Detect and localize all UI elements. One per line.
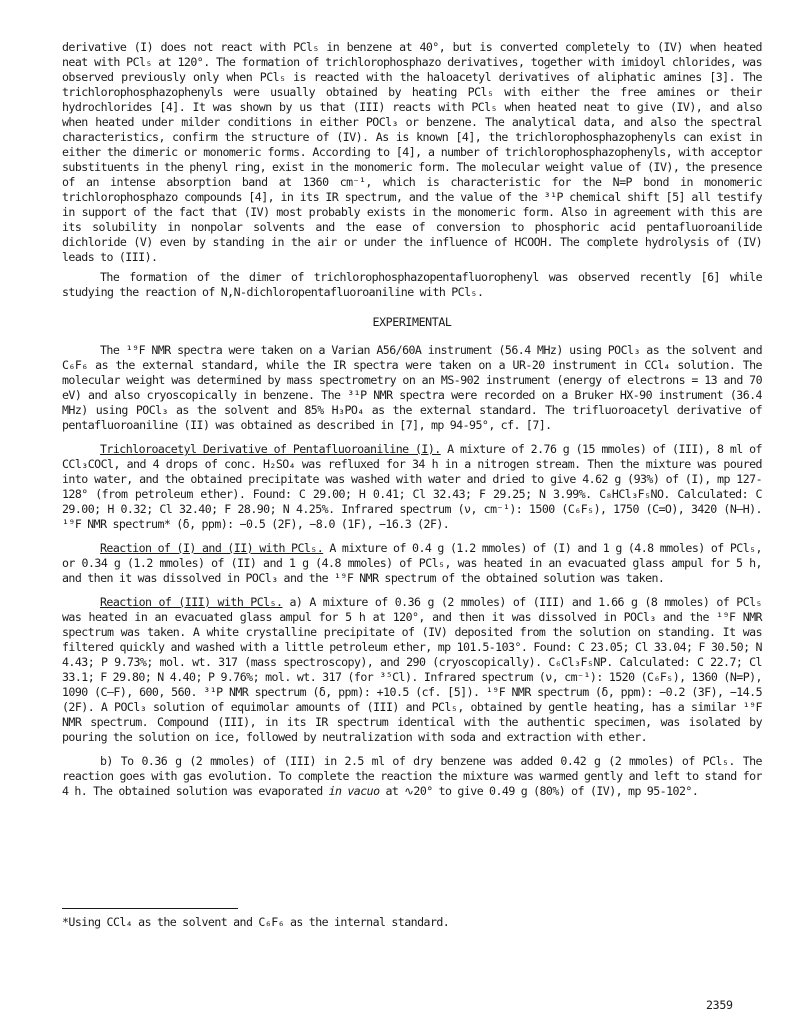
- procedure-title: Reaction of (I) and (II) with PCl₅.: [100, 541, 324, 555]
- paragraph-dimer-note: The formation of the dimer of trichlorophosphazopentafluorophenyl was observed recently [6] while studying the reaction of N,N-dichloropentafluoroaniline with PCl₅.: [62, 270, 762, 299]
- procedure-text: at ∿20° to give 0.49 g (80%) of (IV), mp 95-102°.: [379, 784, 699, 798]
- page-number: 2359: [706, 998, 733, 1012]
- procedure-reaction-i-ii: [62, 541, 762, 586]
- procedure-title: Trichloroacetyl Derivative of Pentafluoroaniline (I).: [100, 442, 441, 456]
- procedure-text: b) To 0.36 g (2 mmoles) of (III) in 2.5 ml of dry benzene was added 0.42 g (2 mmoles) of PCl₅. The reaction goes with gas evolution. To complete the reaction the mixture was warmed gently and left to stand for 4 h. The obtained solution was evaporated: [62, 754, 762, 798]
- procedure-text: A mixture of 2.76 g (15 mmoles) of (III), 8 ml of CCl₃COCl, and 4 drops of conc. H₂SO₄ was refluxed for 34 h in a nitrogen stream. Then the mixture was poured into water, and the obtained precipitate was washed with water and dried to give 4.62 g (93%) of (I), mp 127-128° (from petroleum ether). Found: C 29.00; H 0.41; Cl 32.43; F 29.25; N 3.99%. C₈HCl₃F₅NO. Calculated: C 29.00; H 0.32; Cl 32.40; F 28.90; N 4.25%. Infrared spectrum (ν, cm⁻¹): 1500 (C₆F₅), 1750 (C=O), 3420 (N—H). ¹⁹F NMR spectrum* (δ, ppm): −0.5 (2F), −8.0 (1F), −16.3 (2F).: [62, 442, 762, 531]
- procedure-trichloroacetyl-derivative: [62, 442, 762, 532]
- footnote-block: [62, 915, 762, 930]
- procedure-reaction-iii-a: [62, 595, 762, 745]
- footnote-rule: [62, 908, 238, 909]
- procedure-text: A mixture of 0.4 g (1.2 mmoles) of (I) and 1 g (4.8 mmoles) of PCl₅, or 0.34 g (1.2 mmoles) of (II) and 1 g (4.8 mmoles) of PCl₅, was heated in an evacuated glass ampul for 5 h, and then it was dissolved in POCl₃ and the ¹⁹F NMR spectrum of the obtained solution was taken.: [62, 541, 762, 585]
- procedure-title: Reaction of (III) with PCl₅.: [100, 595, 283, 609]
- procedure-reaction-iii-b: [62, 754, 762, 799]
- section-heading-experimental: EXPERIMENTAL: [372, 315, 452, 329]
- footnote: *Using CCl₄ as the solvent and C₆F₆ as the internal standard.: [62, 915, 450, 929]
- page-body: [62, 40, 762, 799]
- paragraph-experimental-intro: The ¹⁹F NMR spectra were taken on a Varian A56/60A instrument (56.4 MHz) using POCl₃ as the solvent and C₆F₆ as the external standard, while the IR spectra were taken on a UR-20 instrument in CCl₄ solution. The molecular weight was determined by mass spectrometry on an MS-902 instrument (energy of electrons = 13 and 70 eV) and also cryoscopically in benzene. The ³¹P NMR spectra were recorded on a Bruker HX-90 instrument (36.4 MHz) using POCl₃ as the solvent and 85% H₃PO₄ as the external standard. The trifluoroacetyl derivative of pentafluoroaniline (II) was obtained as described in [7], mp 94-95°, cf. [7].: [62, 343, 762, 432]
- procedure-text: a) A mixture of 0.36 g (2 mmoles) of (III) and 1.66 g (8 mmoles) of PCl₅ was heated in an evacuated glass ampul for 5 h at 120°, and then it was dissolved in POCl₃ and the ¹⁹F NMR spectrum was taken. A white crystalline precipitate of (IV) deposited from the solution on standing. It was filtered quickly and washed with a little petroleum ether, mp 101.5-103°. Found: C 23.05; Cl 33.04; F 30.50; N 4.43; P 9.73%; mol. wt. 317 (mass spectroscopy), and 290 (cryoscopically). C₆Cl₃F₅NP. Calculated: C 22.7; Cl 33.1; F 29.80; N 4.40; P 9.76%; mol. wt. 317 (for ³⁵Cl). Infrared spectrum (ν, cm⁻¹): 1520 (C₆F₅), 1360 (N=P), 1090 (C—F), 600, 560. ³¹P NMR spectrum (δ, ppm): +10.5 (cf. [5]). ¹⁹F NMR spectrum (δ, ppm): −0.2 (3F), −14.5 (2F). A POCl₃ solution of equimolar amounts of (III) and PCl₅, obtained by gentle heating, has a similar ¹⁹F NMR spectrum. Compound (III), in its IR spectrum identical with the authentic specimen, was isolated by pouring the solution on ice, followed by neutralization with soda and extraction with ether.: [62, 595, 762, 744]
- paragraph-discussion: derivative (I) does not react with PCl₅ in benzene at 40°, but is converted completely to (IV) when heated neat with PCl₅ at 120°. The formation of trichlorophosphazo derivatives, together with imidoyl chlorides, was observed previously only when PCl₅ is reacted with the haloacetyl derivatives of aliphatic amines [3]. The trichlorophosphazophenyls were usually obtained by heating PCl₅ with either the free amines or their hydrochlorides [4]. It was shown by us that (III) reacts with PCl₅ when heated neat to give (IV), and also when heated under milder conditions in either POCl₃ or benzene. The analytical data, and also the spectral characteristics, confirm the structure of (IV). As is known [4], the trichlorophosphazophenyls can exist in either the dimeric or monomeric forms. According to [4], a number of trichlorophosphazophenyls, with acceptor substituents in the phenyl ring, exist in the monomeric form. The molecular weight value of (IV), the presence of an intense absorption band at 1360 cm⁻¹, which is characteristic for the N=P bond in monomeric trichlorophosphazo compounds [4], in its IR spectrum, and the value of the ³¹P chemical shift [5] all testify in support of the fact that (IV) most probably exists in the monomeric form. Also in agreement with this are its solubility in nonpolar solvents and the ease of conversion to phosphoric acid pentafluoroanilide dichloride (V) even by standing in the air or under the influence of HCOOH. The complete hydrolysis of (IV) leads to (III).: [62, 40, 762, 264]
- italic-term: in vacuo: [328, 784, 380, 798]
